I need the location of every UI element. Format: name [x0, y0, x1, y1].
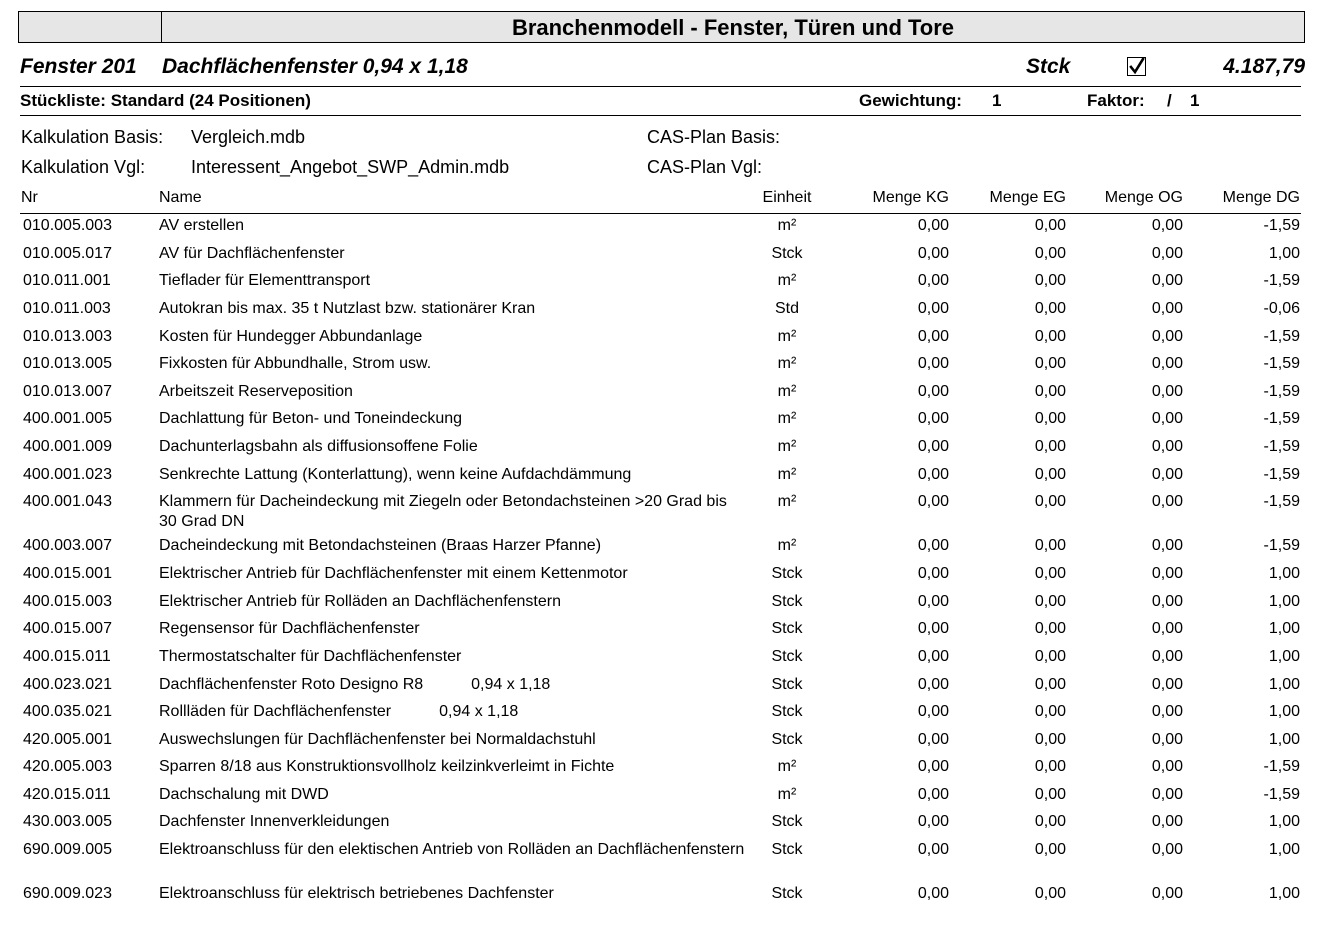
row-menge-dg: -0,06	[1263, 300, 1300, 317]
row-menge-eg: 0,00	[1034, 493, 1066, 510]
row-menge-dg: 1,00	[1268, 648, 1300, 665]
row-nr: 010.005.003	[23, 217, 112, 234]
row-einheit: Stck	[771, 731, 803, 748]
row-einheit: Stck	[771, 703, 803, 720]
row-menge-eg: 0,00	[1034, 410, 1066, 427]
row-menge-og: 0,00	[1151, 328, 1183, 345]
row-menge-dg: -1,59	[1263, 328, 1300, 345]
row-name	[159, 730, 749, 750]
row-menge-og: 0,00	[1151, 245, 1183, 262]
row-dimension: 0,94 x 1,18	[471, 676, 551, 693]
row-name	[159, 492, 749, 532]
row-menge-kg: 0,00	[917, 217, 949, 234]
row-menge-dg: 1,00	[1268, 885, 1300, 902]
row-menge-kg: 0,00	[917, 841, 949, 858]
row-nr: 400.001.005	[23, 410, 112, 427]
row-einheit: m²	[777, 758, 797, 775]
row-einheit: m²	[777, 786, 797, 803]
row-menge-kg: 0,00	[917, 410, 949, 427]
row-menge-dg: 1,00	[1268, 841, 1300, 858]
row-name-text: Elektroanschluss für den elektischen Antrieb von Rolläden an Dachflächenfenstern	[159, 841, 745, 858]
row-name	[159, 327, 749, 347]
row-name	[159, 299, 749, 319]
article-description: Dachflächenfenster 0,94 x 1,18	[162, 55, 468, 78]
row-menge-og: 0,00	[1151, 355, 1183, 372]
row-einheit: m²	[777, 328, 797, 345]
row-einheit: Stck	[771, 885, 803, 902]
row-menge-og: 0,00	[1151, 593, 1183, 610]
row-nr: 400.001.023	[23, 466, 112, 483]
col-header-menge-og: Menge OG	[1104, 189, 1183, 206]
row-name	[159, 647, 749, 667]
row-menge-kg: 0,00	[917, 676, 949, 693]
article-number: Fenster 201	[20, 55, 137, 78]
row-name-text: Kosten für Hundegger Abbundanlage	[159, 328, 423, 345]
row-name-text: Dachflächenfenster Roto Designo R8	[159, 676, 424, 693]
row-menge-kg: 0,00	[917, 466, 949, 483]
article-unit: Stck	[1026, 55, 1071, 78]
row-name-text: Senkrechte Lattung (Konterlattung), wenn keine Aufdachdämmung	[159, 466, 632, 483]
row-name-text: Dachlattung für Beton- und Toneindeckung	[159, 410, 463, 427]
row-einheit: Stck	[771, 593, 803, 610]
row-nr: 400.015.003	[23, 593, 112, 610]
row-name-text: AV für Dachflächenfenster	[159, 245, 345, 262]
row-menge-eg: 0,00	[1034, 466, 1066, 483]
report-title: Branchenmodell - Fenster, Türen und Tore	[511, 15, 955, 40]
kalk-vgl-value: Interessent_Angebot_SWP_Admin.mdb	[191, 157, 510, 177]
row-einheit: m²	[777, 217, 797, 234]
row-menge-og: 0,00	[1151, 217, 1183, 234]
row-menge-dg: -1,59	[1263, 410, 1300, 427]
row-menge-eg: 0,00	[1034, 593, 1066, 610]
row-menge-dg: -1,59	[1263, 383, 1300, 400]
row-name	[159, 536, 749, 556]
row-einheit: Stck	[771, 676, 803, 693]
row-menge-eg: 0,00	[1034, 245, 1066, 262]
kalk-basis-value: Vergleich.mdb	[191, 127, 306, 147]
row-einheit: m²	[777, 383, 797, 400]
row-menge-kg: 0,00	[917, 493, 949, 510]
row-menge-kg: 0,00	[917, 758, 949, 775]
row-menge-dg: -1,59	[1263, 217, 1300, 234]
row-name-text: Sparren 8/18 aus Konstruktionsvollholz keilzinkverleimt in Fichte	[159, 758, 615, 775]
row-nr: 690.009.023	[23, 885, 112, 902]
row-name	[159, 465, 749, 485]
row-menge-kg: 0,00	[917, 438, 949, 455]
stueckliste-row	[20, 91, 1305, 113]
row-nr: 010.011.001	[23, 272, 111, 289]
row-name	[159, 216, 749, 236]
row-menge-kg: 0,00	[917, 328, 949, 345]
row-name	[159, 702, 749, 722]
row-menge-dg: -1,59	[1263, 466, 1300, 483]
row-menge-eg: 0,00	[1034, 620, 1066, 637]
row-nr: 010.013.007	[23, 383, 112, 400]
row-menge-og: 0,00	[1151, 731, 1183, 748]
row-menge-kg: 0,00	[917, 813, 949, 830]
row-nr: 430.003.005	[23, 813, 112, 830]
row-nr: 010.013.003	[23, 328, 112, 345]
row-name-text: AV erstellen	[159, 217, 245, 234]
stueckliste-label: Stückliste: Standard (24 Positionen)	[20, 91, 311, 110]
row-menge-kg: 0,00	[917, 383, 949, 400]
kalk-basis-label: Kalkulation Basis:	[21, 127, 164, 147]
row-menge-eg: 0,00	[1034, 383, 1066, 400]
row-name-text: Arbeitszeit Reserveposition	[159, 383, 353, 400]
row-menge-kg: 0,00	[917, 300, 949, 317]
row-menge-eg: 0,00	[1034, 217, 1066, 234]
row-name	[159, 244, 749, 264]
table-header	[20, 189, 1301, 214]
row-einheit: m²	[777, 438, 797, 455]
row-einheit: m²	[777, 493, 797, 510]
row-name-text: Fixkosten für Abbundhalle, Strom usw.	[159, 355, 432, 372]
row-nr: 420.005.001	[23, 731, 112, 748]
row-einheit: Stck	[771, 841, 803, 858]
row-einheit: Stck	[771, 245, 803, 262]
row-menge-kg: 0,00	[917, 648, 949, 665]
faktor-separator: /	[1167, 91, 1172, 110]
row-menge-og: 0,00	[1151, 493, 1183, 510]
row-menge-kg: 0,00	[917, 620, 949, 637]
report-title-bar	[18, 11, 1305, 43]
row-name-text: Thermostatschalter für Dachflächenfenster	[159, 648, 462, 665]
row-name-text: Dachunterlagsbahn als diffusionsoffene Folie	[159, 438, 478, 455]
row-menge-dg: 1,00	[1268, 813, 1300, 830]
row-name	[159, 592, 749, 612]
col-header-menge-dg: Menge DG	[1222, 189, 1300, 206]
row-name-text: Klammern für Dacheindeckung mit Ziegeln oder Betondachsteinen >20 Grad bis 30 Grad DN	[159, 493, 727, 530]
row-menge-og: 0,00	[1151, 272, 1183, 289]
divider-top	[20, 86, 1301, 87]
row-name-text: Rollläden für Dachflächenfenster	[159, 703, 392, 720]
row-name	[159, 564, 749, 584]
col-header-menge-kg: Menge KG	[872, 189, 949, 206]
row-einheit: m²	[777, 272, 797, 289]
row-menge-eg: 0,00	[1034, 786, 1066, 803]
row-nr: 010.013.005	[23, 355, 112, 372]
row-name-text: Dachfenster Innenverkleidungen	[159, 813, 390, 830]
title-left-cell	[19, 12, 162, 42]
row-name-text: Elektrischer Antrieb für Rolläden an Dachflächenfenstern	[159, 593, 561, 610]
row-einheit: Stck	[771, 565, 803, 582]
row-nr: 400.015.001	[23, 565, 112, 582]
row-nr: 400.015.011	[23, 648, 111, 665]
row-nr: 010.011.003	[23, 300, 111, 317]
row-menge-eg: 0,00	[1034, 841, 1066, 858]
row-name	[159, 271, 749, 291]
row-menge-eg: 0,00	[1034, 648, 1066, 665]
row-menge-og: 0,00	[1151, 841, 1183, 858]
row-einheit: m²	[777, 466, 797, 483]
article-row	[20, 55, 1305, 81]
row-menge-dg: 1,00	[1268, 620, 1300, 637]
row-menge-kg: 0,00	[917, 703, 949, 720]
row-name	[159, 409, 749, 429]
row-name-text: Dacheindeckung mit Betondachsteinen (Braas Harzer Pfanne)	[159, 537, 602, 554]
row-name	[159, 757, 749, 777]
row-menge-og: 0,00	[1151, 565, 1183, 582]
col-header-einheit: Einheit	[762, 189, 812, 206]
row-menge-og: 0,00	[1151, 620, 1183, 637]
row-nr: 400.003.007	[23, 537, 112, 554]
row-menge-kg: 0,00	[917, 731, 949, 748]
row-menge-dg: -1,59	[1263, 786, 1300, 803]
row-dimension: 0,94 x 1,18	[439, 703, 519, 720]
row-menge-dg: -1,59	[1263, 355, 1300, 372]
row-menge-og: 0,00	[1151, 410, 1183, 427]
col-header-name: Name	[159, 189, 202, 206]
row-menge-og: 0,00	[1151, 676, 1183, 693]
row-menge-dg: 1,00	[1268, 731, 1300, 748]
cas-vgl-label: CAS-Plan Vgl:	[647, 157, 763, 177]
row-einheit: Stck	[771, 620, 803, 637]
row-name	[159, 382, 749, 402]
row-einheit: Stck	[771, 813, 803, 830]
row-menge-og: 0,00	[1151, 438, 1183, 455]
row-menge-eg: 0,00	[1034, 758, 1066, 775]
row-menge-og: 0,00	[1151, 383, 1183, 400]
row-einheit: Std	[774, 300, 799, 317]
row-menge-kg: 0,00	[917, 885, 949, 902]
row-menge-og: 0,00	[1151, 885, 1183, 902]
row-menge-eg: 0,00	[1034, 813, 1066, 830]
row-menge-eg: 0,00	[1034, 300, 1066, 317]
row-menge-dg: -1,59	[1263, 758, 1300, 775]
row-menge-dg: 1,00	[1268, 703, 1300, 720]
row-menge-eg: 0,00	[1034, 272, 1066, 289]
row-name	[159, 812, 749, 832]
row-name	[159, 619, 749, 639]
row-nr: 400.001.043	[23, 493, 112, 510]
row-menge-eg: 0,00	[1034, 703, 1066, 720]
row-menge-eg: 0,00	[1034, 676, 1066, 693]
row-menge-eg: 0,00	[1034, 565, 1066, 582]
row-nr: 400.035.021	[23, 703, 112, 720]
row-menge-dg: 1,00	[1268, 593, 1300, 610]
row-nr: 400.023.021	[23, 676, 112, 693]
row-nr: 400.015.007	[23, 620, 112, 637]
gewichtung-value: 1	[992, 91, 1002, 110]
row-nr: 420.005.003	[23, 758, 112, 775]
row-nr: 420.015.011	[23, 786, 111, 803]
row-name-text: Tieflader für Elementtransport	[159, 272, 371, 289]
row-name	[159, 437, 749, 457]
row-menge-og: 0,00	[1151, 300, 1183, 317]
kalk-vgl-label: Kalkulation Vgl:	[21, 157, 146, 177]
row-name-text: Auswechslungen für Dachflächenfenster bei Normaldachstuhl	[159, 731, 596, 748]
cas-basis-label: CAS-Plan Basis:	[647, 127, 781, 147]
row-menge-eg: 0,00	[1034, 885, 1066, 902]
row-menge-kg: 0,00	[917, 786, 949, 803]
row-nr: 400.001.009	[23, 438, 112, 455]
row-name	[159, 785, 749, 805]
row-menge-dg: -1,59	[1263, 537, 1300, 554]
row-menge-eg: 0,00	[1034, 355, 1066, 372]
faktor-label: Faktor:	[1087, 91, 1145, 110]
row-name	[159, 675, 749, 695]
article-price: 4.187,79	[1223, 55, 1305, 78]
article-checkbox[interactable]	[1127, 57, 1146, 76]
row-menge-kg: 0,00	[917, 245, 949, 262]
row-name	[159, 884, 749, 904]
row-menge-dg: -1,59	[1263, 272, 1300, 289]
row-menge-og: 0,00	[1151, 703, 1183, 720]
col-header-nr: Nr	[21, 189, 38, 206]
row-menge-dg: 1,00	[1268, 676, 1300, 693]
row-menge-eg: 0,00	[1034, 438, 1066, 455]
checkmark-icon	[1129, 58, 1145, 75]
row-einheit: Stck	[771, 648, 803, 665]
row-menge-og: 0,00	[1151, 466, 1183, 483]
row-name-text: Autokran bis max. 35 t Nutzlast bzw. stationärer Kran	[159, 300, 536, 317]
row-menge-kg: 0,00	[917, 537, 949, 554]
row-menge-dg: 1,00	[1268, 245, 1300, 262]
row-einheit: m²	[777, 537, 797, 554]
row-nr: 690.009.005	[23, 841, 112, 858]
row-einheit: m²	[777, 355, 797, 372]
row-name-text: Dachschalung mit DWD	[159, 786, 329, 803]
row-menge-kg: 0,00	[917, 355, 949, 372]
row-menge-eg: 0,00	[1034, 328, 1066, 345]
row-menge-og: 0,00	[1151, 537, 1183, 554]
col-header-menge-eg: Menge EG	[989, 189, 1066, 206]
row-menge-kg: 0,00	[917, 272, 949, 289]
row-menge-dg: -1,59	[1263, 438, 1300, 455]
row-menge-eg: 0,00	[1034, 537, 1066, 554]
gewichtung-label: Gewichtung:	[859, 91, 962, 110]
row-menge-og: 0,00	[1151, 648, 1183, 665]
row-menge-og: 0,00	[1151, 786, 1183, 803]
row-menge-og: 0,00	[1151, 813, 1183, 830]
row-menge-dg: -1,59	[1263, 493, 1300, 510]
row-nr: 010.005.017	[23, 245, 112, 262]
row-menge-eg: 0,00	[1034, 731, 1066, 748]
row-name-text: Elektroanschluss für elektrisch betriebenes Dachfenster	[159, 885, 554, 902]
row-menge-kg: 0,00	[917, 593, 949, 610]
faktor-value: 1	[1190, 91, 1200, 110]
row-menge-dg: 1,00	[1268, 565, 1300, 582]
divider-stueckliste	[20, 115, 1301, 116]
row-name	[159, 354, 749, 374]
row-menge-kg: 0,00	[917, 565, 949, 582]
row-name-text: Regensensor für Dachflächenfenster	[159, 620, 420, 637]
row-menge-og: 0,00	[1151, 758, 1183, 775]
row-name	[159, 840, 749, 860]
row-einheit: m²	[777, 410, 797, 427]
row-name-text: Elektrischer Antrieb für Dachflächenfenster mit einem Kettenmotor	[159, 565, 628, 582]
